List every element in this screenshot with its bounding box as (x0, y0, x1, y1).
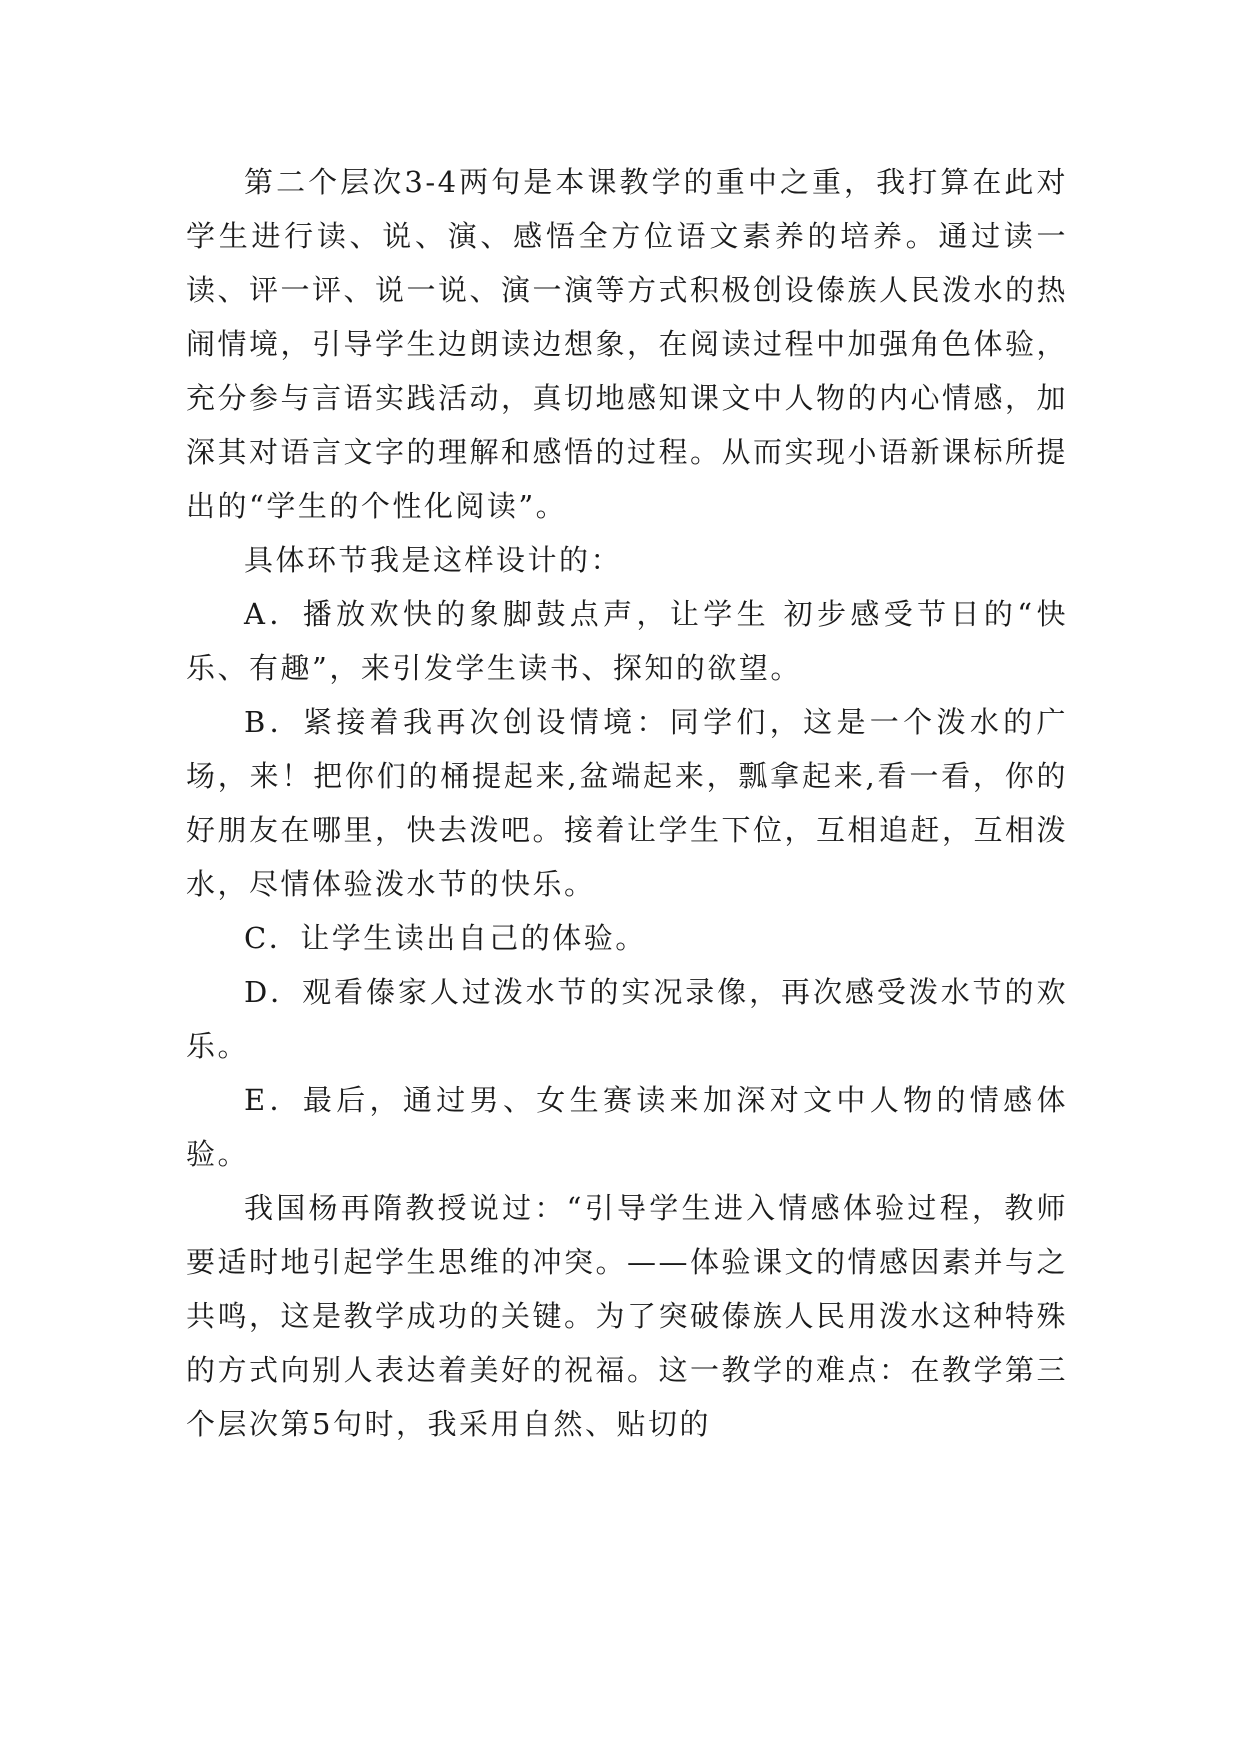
paragraph-5: C．让学生读出自己的体验。 (244, 921, 647, 955)
paragraph-7: E．最后，通过男、女生赛读来加深对文中人物的情感体验。 (186, 1083, 1068, 1171)
paragraph-4: B．紧接着我再次创设情境：同学们，这是一个泼水的广场，来！把你们的桶提起来,盆端起来，瓢拿起来,看一看，你的好朋友在哪里，快去泼吧。接着让学生下位，互相追赶，互相泼水，尽情体验泼水节的快乐。 (186, 705, 1069, 901)
paragraph-3: A．播放欢快的象脚鼓点声，让学生 初步感受节日的“快乐、有趣”，来引发学生读书、探知的欲望。 (186, 597, 1068, 685)
paragraph-1: 第二个层次3-4两句是本课教学的重中之重，我打算在此对学生进行读、说、演、感悟全方位语文素养的培养。通过读一读、评一评、说一说、演一演等方式积极创设傣族人民泼水的热闹情境，引导学生边朗读边想象，在阅读过程中加强角色体验，充分参与言语实践活动，真切地感知课文中人物的内心情感，加深其对语言文字的理解和感悟的过程。从而实现小语新课标所提出的“学生的个性化阅读”。 (186, 165, 1069, 523)
paragraph-2: 具体环节我是这样设计的： (244, 543, 623, 577)
document-body (186, 155, 1068, 1451)
paragraph-8: 我国杨再隋教授说过：“引导学生进入情感体验过程，教师要适时地引起学生思维的冲突。——体验课文的情感因素并与之共鸣，这是教学成功的关键。为了突破傣族人民用泼水这种特殊的方式向别人表达着美好的祝福。这一教学的难点：在教学第三个层次第5句时，我采用自然、贴切的 (186, 1191, 1069, 1441)
paragraph-6: D．观看傣家人过泼水节的实况录像，再次感受泼水节的欢乐。 (186, 975, 1068, 1063)
